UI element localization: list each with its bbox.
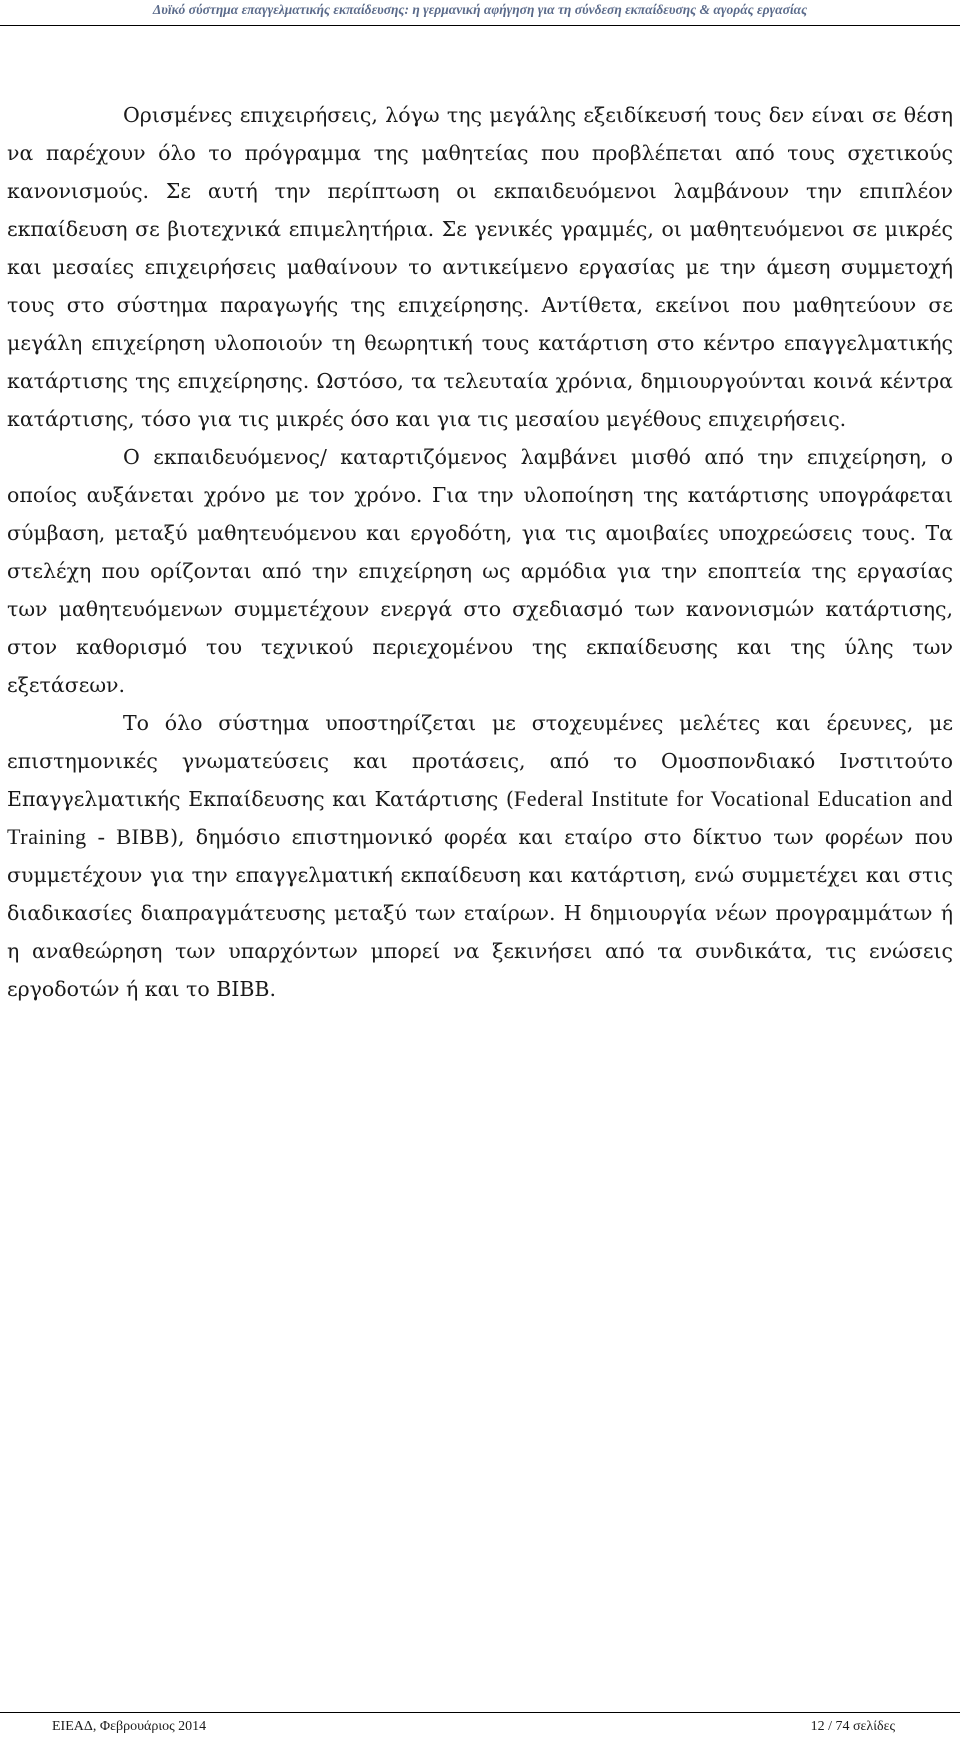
paragraph-2: Ο εκπαιδευόμενος/ καταρτιζόμενος λαμβάνει μισθό από την επιχείρηση, ο οποίος αυξάνεται χρόνο με τον χρόνο. Για την υλοποίηση της κατάρτισης υπογράφεται σύμβαση, μεταξύ μαθητευόμενου και εργοδότη, για τις αμοιβαίες υποχρεώσεις τους. Τα στελέχη που ορίζονται από την επιχείρηση ως αρμόδια για την εποπτεία της εργασίας των μαθητευόμενων συμμετέχουν ενεργά στο σχεδιασμό των κανονισμών κατάρτισης, στον καθορισμό του τεχνικού περιεχομένου της εκπαίδευσης και της ύλης των εξετάσεων. [7,445,953,697]
paragraph-3-latin-name: Federal Institute for Vocational Education and Training - BIBB [7,786,953,849]
header-title: Δυϊκό σύστημα επαγγελματικής εκπαίδευσης: η γερμανική αφήγηση για τη σύνδεση εκπαίδευσης & αγοράς εργασίας [152,2,808,17]
page-footer [0,1712,960,1744]
running-header [0,0,960,26]
paragraph-1: Ορισμένες επιχειρήσεις, λόγω της μεγάλης εξειδίκευσή τους δεν είναι σε θέση να παρέχουν όλο το πρόγραμμα της μαθητείας που προβλέπεται από τους σχετικούς κανονισμούς. Σε αυτή την περίπτωση οι εκπαιδευόμενοι λαμβάνουν την επιπλέον εκπαίδευση σε βιοτεχνικά επιμελητήρια. Σε γενικές γραμμές, οι μαθητευόμενοι σε μικρές και μεσαίες επιχειρήσεις μαθαίνουν το αντικείμενο εργασίας με την άμεση συμμετοχή τους στο σύστημα παραγωγής της επιχείρησης. Αντίθετα, εκείνοι που μαθητεύουν σε μεγάλη επιχείρηση υλοποιούν τη θεωρητική τους κατάρτιση στο κέντρο επαγγελματικής κατάρτισης της επιχείρησης. Ωστόσο, τα τελευταία χρόνια, δημιουργούνται κοινά κέντρα κατάρτισης, τόσο για τις μικρές όσο και για τις μεσαίου μεγέθους επιχειρήσεις. [7,103,953,431]
footer-organization-date: ΕΙΕΑΔ, Φεβρουάριος 2014 [52,1719,207,1734]
paragraph-3 [7,704,953,1008]
paragraph-3-text-before: Το όλο σύστημα υποστηρίζεται με στοχευμένες μελέτες και έρευνες, με επιστημονικές γνωματεύσεις και προτάσεις, από το Ομοσπονδιακό Ινστιτούτο Επαγγελματικής Εκπαίδευσης και Κατάρτισης ( [7,711,953,811]
paragraph-3-text-after: ), δημόσιο επιστημονικό φορέα και εταίρο στο δίκτυο των φορέων που συμμετέχουν για την επαγγελματική εκπαίδευση και κατάρτιση, ενώ συμμετέχει και στις διαδικασίες διαπραγμάτευσης μεταξύ των εταίρων. Η δημιουργία νέων προγραμμάτων ή η αναθεώρηση των υπαρχόντων μπορεί να ξεκινήσει από τα συνδικάτα, τις ενώσεις εργοδοτών ή και το BIBB. [7,825,953,1001]
document-body [7,96,953,1008]
footer-page-number: 12 / 74 σελίδες [810,1719,895,1734]
